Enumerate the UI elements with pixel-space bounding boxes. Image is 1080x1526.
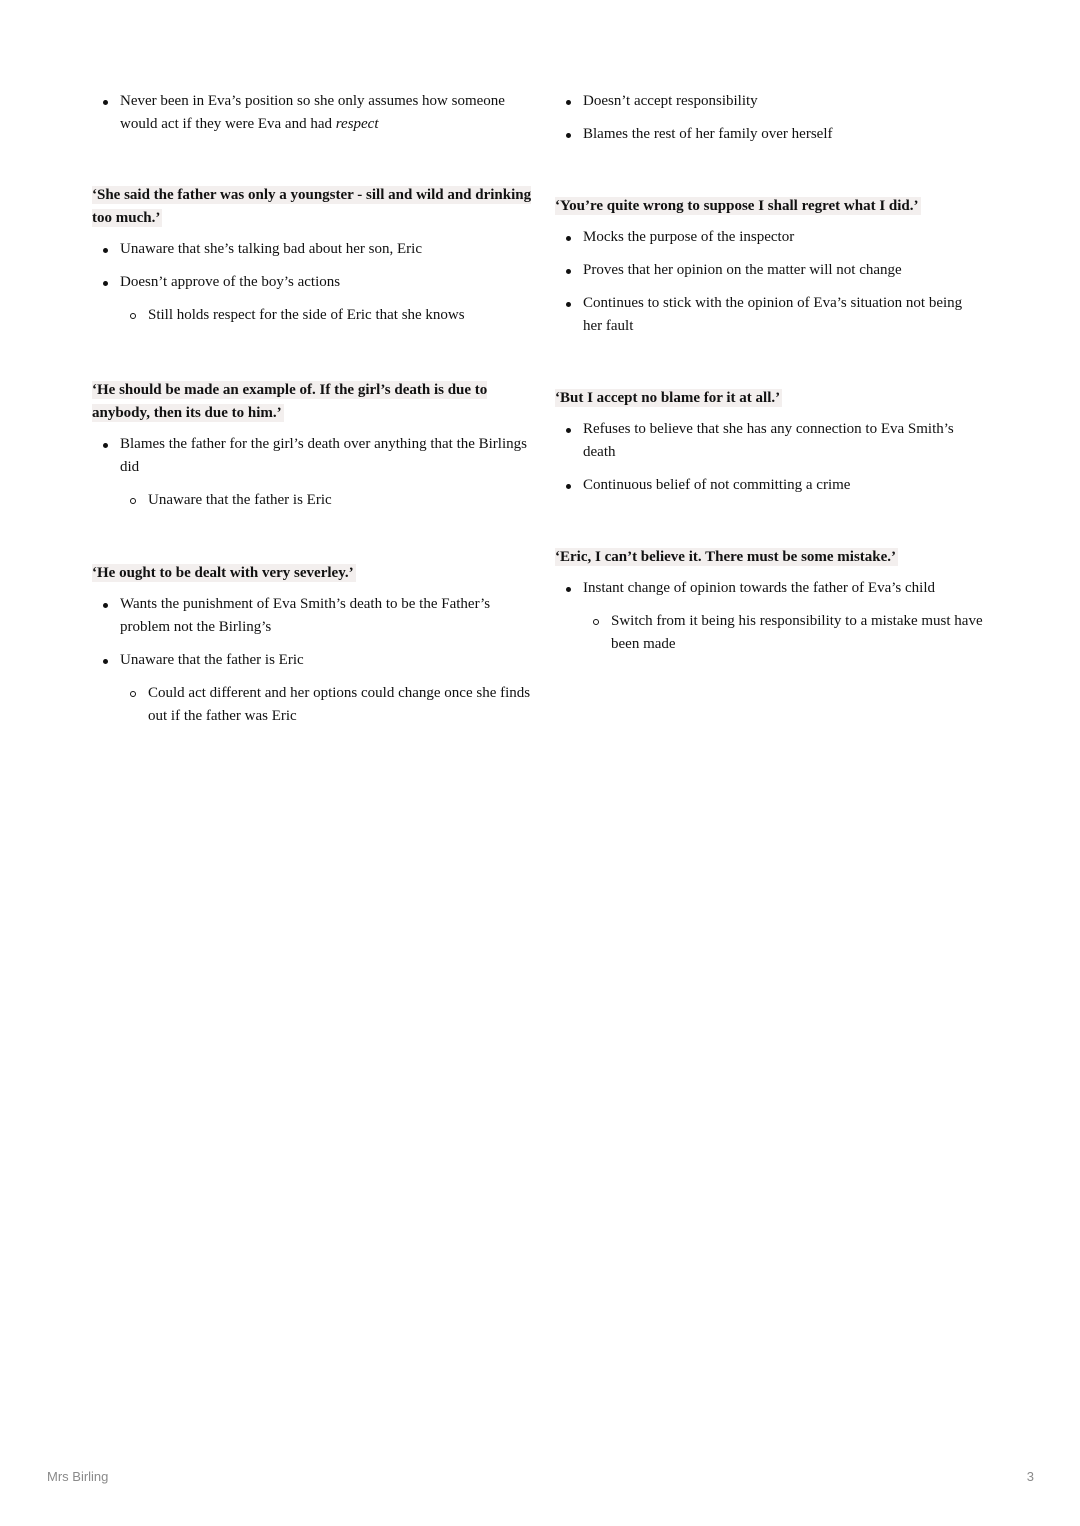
bullet-item: Unaware that the father is Eric	[92, 649, 532, 672]
sub-bullet-item: Unaware that the father is Eric	[92, 489, 532, 512]
sub-bullet-item: Still holds respect for the side of Eric that she knows	[92, 304, 532, 327]
bullet-item: Continues to stick with the opinion of Eva’s situation not being her fault	[555, 292, 985, 338]
right-column	[555, 90, 985, 666]
bullet-item: Blames the father for the girl’s death over anything that the Birlings did	[92, 433, 532, 479]
page-number: 3	[1026, 1469, 1034, 1484]
bullet-item: Blames the rest of her family over herself	[555, 123, 985, 146]
bullet-list	[92, 433, 532, 512]
italic-word: respect	[335, 116, 379, 132]
bullet-item: Refuses to believe that she has any connection to Eva Smith’s death	[555, 418, 985, 464]
quote-text: ‘But I accept no blame for it at all.’	[555, 390, 781, 406]
quote-heading	[92, 379, 532, 425]
bullet-list	[555, 577, 985, 656]
quote-heading	[555, 387, 985, 410]
quote-heading	[92, 184, 532, 230]
quote-section	[92, 562, 532, 728]
quote-text: ‘Eric, I can’t believe it. There must be some mistake.’	[555, 549, 897, 565]
bullet-text: Never been in Eva’s position so she only assumes how someone would act if they were Eva and had	[120, 93, 505, 132]
quote-section	[555, 546, 985, 656]
footer-title: Mrs Birling	[47, 1469, 109, 1484]
quote-section	[92, 184, 532, 327]
quote-section	[555, 195, 985, 338]
quote-section	[555, 387, 985, 497]
bullet-item: Doesn’t accept responsibility	[555, 90, 985, 113]
quote-heading	[555, 546, 985, 569]
quote-text: ‘You’re quite wrong to suppose I shall regret what I did.’	[555, 198, 919, 214]
bullet-item: Mocks the purpose of the inspector	[555, 226, 985, 249]
sub-bullet-item: Could act different and her options could change once she finds out if the father was Eric	[92, 682, 532, 728]
quote-heading	[92, 562, 532, 585]
left-column	[92, 90, 532, 738]
bullet-list	[92, 238, 532, 327]
quote-section	[92, 379, 532, 512]
bullet-list	[555, 418, 985, 497]
quote-text: ‘He ought to be dealt with very severley.’	[92, 565, 354, 581]
sub-bullet-item: Switch from it being his responsibility to a mistake must have been made	[555, 610, 985, 656]
bullet-item: Proves that her opinion on the matter will not change	[555, 259, 985, 282]
quote-heading	[555, 195, 985, 218]
bullet-item	[92, 90, 532, 136]
bullet-item: Instant change of opinion towards the father of Eva’s child	[555, 577, 985, 600]
quote-text: ‘She said the father was only a youngster - sill and wild and drinking too much.’	[92, 187, 532, 226]
bullet-item: Unaware that she’s talking bad about her son, Eric	[92, 238, 532, 261]
quote-text: ‘He should be made an example of. If the girl’s death is due to anybody, then its due to him.’	[92, 382, 488, 421]
intro-bullet-list	[555, 90, 985, 146]
bullet-list	[92, 593, 532, 728]
bullet-item: Continuous belief of not committing a crime	[555, 474, 985, 497]
bullet-item: Wants the punishment of Eva Smith’s death to be the Father’s problem not the Birling’s	[92, 593, 532, 639]
intro-bullet-list	[92, 90, 532, 136]
bullet-list	[555, 226, 985, 338]
bullet-item: Doesn’t approve of the boy’s actions	[92, 271, 532, 294]
